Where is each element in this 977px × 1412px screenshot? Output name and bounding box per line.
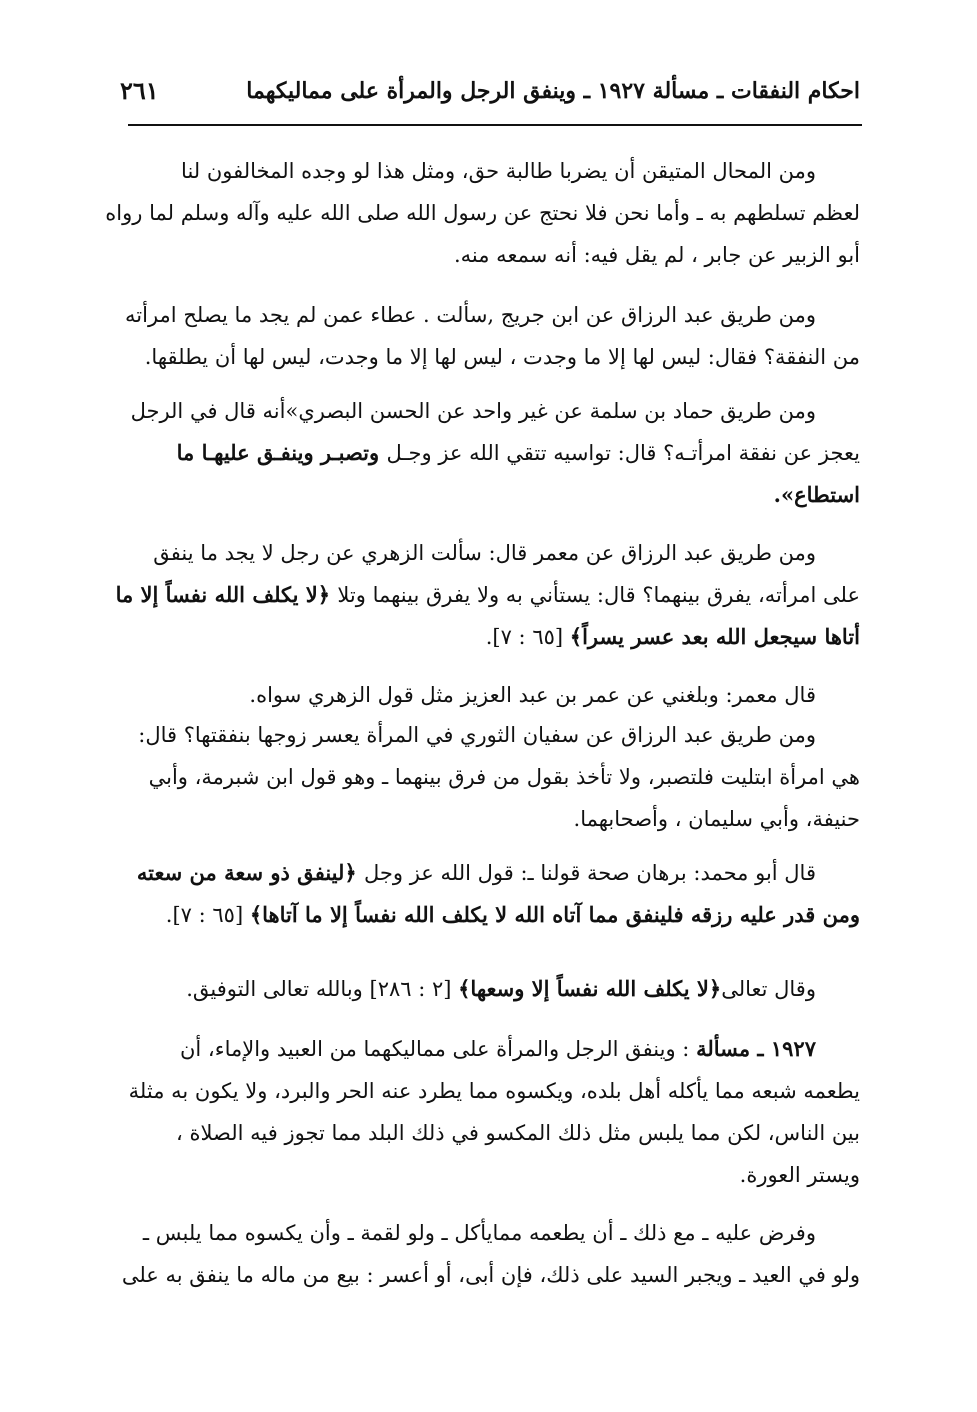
paragraph-line: ومن طريق عبد الرزاق عن معمر قال: سألت الزهري عن رجل لا يجد ما ينفق — [153, 541, 816, 565]
paragraph-line: ومن طريق عبد الرزاق عن ابن جريج ,سألت . عطاء عمن لم يجد ما يصلح امرأته — [125, 303, 816, 327]
page-number: ٢٦١ — [120, 76, 159, 105]
quran-quote: ﴿لا يكلف الله نفساً إلا ما — [115, 582, 338, 607]
quran-quote: ﴿لا يكلف الله نفساً إلا وسعها﴾ — [458, 976, 722, 1001]
paragraph-line: قال معمر: وبلغني عن عمر بن عبد العزيز مثل قول الزهري سواه. — [249, 683, 816, 707]
verse-reference: [٦٥ : ٧]. — [165, 903, 244, 927]
paragraph-line: يطعمه شبعه مما يأكله أهل بلده، ويكسوه مما يطرد عنه الحر والبرد، ولا يكون به مثلة — [128, 1079, 860, 1103]
paragraph-line: وفرض عليه ـ مع ذلك ـ أن يطعمه ممايأكل ـ ولو لقمة ـ وأن يكسوه مما يلبس ـ — [142, 1221, 816, 1245]
paragraph-text: [٢ : ٢٨٦] وبالله تعالى التوفيق. — [186, 977, 459, 1001]
header-rule — [128, 124, 862, 126]
paragraph-text: قال أبو محمد: برهان صحة قولنا ـ: قول الله عز وجل — [364, 861, 816, 885]
quran-quote: أتاها سيجعل الله بعد عسر يسراً﴾ — [569, 624, 860, 649]
paragraph-line — [166, 900, 860, 930]
paragraph-line — [116, 580, 860, 610]
paragraph-text: على امرأته، يفرق بينهما؟ قال: يستأني به ولا يفرق بينهما وتلا — [337, 583, 860, 607]
paragraph-line: استطاع». — [773, 482, 860, 507]
paragraph-line: هي امرأة ابتليت فلتصبر، ولا تأخذ بقول من فرق بينهما ـ وهو قول ابن شبرمة، وأبي — [148, 765, 860, 789]
bold-quote: وتصبـر وينفـق عليهـا ما — [176, 440, 387, 465]
paragraph-text: وقال تعالى — [721, 977, 816, 1001]
paragraph-line: ولو في العيد ـ ويجبر السيد على ذلك، فإن أبى، أو أعسر : بيع من ماله ما ينفق به على — [121, 1263, 860, 1287]
paragraph-line: ومن طريق عبد الرزاق عن سفيان الثوري في المرأة يعسر زوجها بنفقتها؟ قال: — [138, 723, 816, 747]
paragraph-line: لعظم تسلطهم به ـ وأما نحن فلا نحتج عن رسول الله صلى الله عليه وآله وسلم لما رواه — [105, 201, 860, 225]
paragraph-line — [180, 1034, 816, 1064]
verse-reference: [٦٥ : ٧]. — [485, 625, 564, 649]
quran-quote: ومن قدر عليه رزقه فلينفق مما آتاه الله لا يكلف الله نفساً إلا ما آتاها﴾ — [249, 902, 860, 927]
paragraph-line — [186, 974, 816, 1004]
quran-quote: ﴿لينفق ذو سعة من سعته — [136, 860, 365, 885]
paragraph-line — [137, 858, 816, 888]
paragraph-line — [486, 622, 860, 652]
issue-number: ١٩٢٧ ـ مسألة — [696, 1036, 816, 1061]
paragraph-line: أبو الزبير عن جابر ، لم يقل فيه: أنه سمعه منه. — [453, 243, 860, 267]
paragraph-line: من النفقة؟ فقال: ليس لها إلا ما وجدت ، ليس لها إلا ما وجدت، ليس لها أن يطلقها. — [144, 345, 860, 369]
paragraph-line: حنيفة، وأبي سليمان ، وأصحابهما. — [573, 807, 860, 831]
paragraph-line: ومن المحال المتيقن أن يضربا طالبة حق، ومثل هذا لو وجده المخالفون لنا — [181, 159, 816, 183]
paragraph-text: يعجز عن نفقة امرأتـه؟ قال: تواسيه تتقي الله عز وجـل — [386, 441, 860, 465]
paragraph-line: ومن طريق حماد بن سلمة عن غير واحد عن الحسن البصري»أنه قال في الرجل — [130, 399, 816, 423]
running-title: احكام النفقات ـ مسألة ١٩٢٧ ـ وينفق الرجل والمرأة على مماليكهما — [246, 78, 860, 104]
paragraph-text: : وينفق الرجل والمرأة على مماليكهما من العبيد والإماء، أن — [180, 1037, 697, 1061]
paragraph-line: ويستر العورة. — [739, 1163, 860, 1187]
paragraph-line — [177, 438, 860, 468]
paragraph-line: بين الناس، لكن مما يلبس مثل ذلك المكسو في ذلك البلد مما تجوز فيه الصلاة ، — [176, 1121, 860, 1145]
page-header — [112, 72, 860, 120]
